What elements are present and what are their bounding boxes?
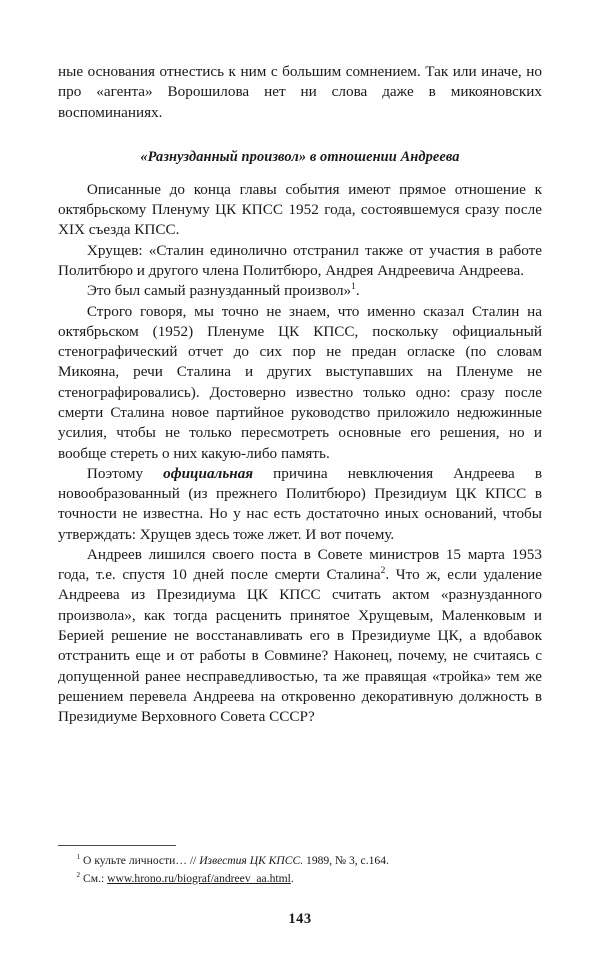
paragraph-4: Строго говоря, мы точно не знаем, что именно сказал Сталин на октябрьском (1952) Пленуме ЦК КПСС, поскольку официальный стенографический отчет до сих пор не предан огласке (по словам Микояна, речи Сталина и других выступавших на Пленуме не стенографировались). Достоверно известно только одно: сразу после смерти Сталина новое партийное руководство приложило недюжинные усилия, чтобы не только пересмотреть основные его решения, но и вообще стереть о них какую-либо память. bbox=[58, 302, 542, 462]
footnote-separator bbox=[58, 845, 176, 846]
footnote-1-source: Известия ЦК КПСС. bbox=[199, 854, 304, 868]
paragraph-1: Описанные до конца главы события имеют прямое отношение к октябрьскому Пленуму ЦК КПСС 1952 года, состоявшемуся сразу после XIX съезда КПСС. bbox=[58, 180, 542, 239]
footnote-marker-1: 1 bbox=[351, 282, 356, 293]
paragraph-3-text: Это был самый разнузданный произвол» bbox=[86, 282, 352, 300]
footnote-marker-2: 2 bbox=[380, 566, 386, 577]
paragraph-6-lead: Андреев лишился своего поста в Совете министров 15 марта 1953 года, т.е. спустя 10 дней после смерти Сталина bbox=[58, 545, 542, 584]
footnote-2-marker: 2 bbox=[76, 870, 81, 879]
footnote-1-marker: 1 bbox=[76, 853, 81, 862]
emphasis-official: официальная bbox=[163, 464, 254, 482]
paragraph-5-lead: Поэтому bbox=[86, 464, 164, 482]
paragraph-continuation: ные основания отнестись к ним с большим сомнением. Так или иначе, но про «агента» Ворошилова нет ни слова даже в микояновских воспоминаниях. bbox=[58, 63, 542, 121]
paragraph-3: Это был самый разнузданный произвол»$^1$. bbox=[86, 282, 360, 300]
footnote-1-text-after: 1989, № 3, с.164. bbox=[303, 854, 389, 868]
page-number: 143 bbox=[288, 911, 312, 927]
footnote-2-text-before: См.: bbox=[83, 871, 108, 885]
paragraph-6-rest: . Что ж, если удаление Андреева из Президиума ЦК КПСС считать актом «разнузданного произвола», как тогда расценить принятое Хрущевым, Маленковым и Берией решение не восстанавливать его в Президиуме ЦК, а вдобавок отстранить еще и от работы в Совмине? Наконец, почему, не считаясь с допущенной ранее несправедливостью, та же правящая «тройка» тем же решением перевела Андреева на откровенно декоративную должность в Президиуме Верховного Совета СССР? bbox=[58, 566, 542, 726]
page-content bbox=[58, 62, 542, 727]
footnote-2-text-after: . bbox=[290, 871, 294, 885]
paragraph-5-rest: причина невключения Андреева в новообразованный (из прежнего Политбюро) Президиум ЦК КПСС в точности не известна. Но у нас есть достаточно иных оснований, чтобы утверждать: Хрущев здесь тоже лжет. И вот почему. bbox=[58, 464, 542, 543]
footnote-1 bbox=[58, 853, 542, 869]
paragraph-5 bbox=[58, 464, 542, 545]
footnote-1-text-before: О культе личности… // bbox=[83, 854, 200, 868]
body-text-block bbox=[58, 180, 542, 728]
footnote-2 bbox=[58, 871, 542, 887]
footnote-2-link[interactable]: www.hrono.ru/biograf/andreev_aa.html bbox=[107, 871, 291, 885]
paragraph-2: Хрущев: «Сталин единолично отстранил также от участия в работе Политбюро и другого члена Политбюро, Андрея Андреевича Андреева. bbox=[58, 241, 542, 279]
footnotes-area bbox=[58, 845, 542, 888]
top-text-block bbox=[58, 62, 542, 123]
paragraph-6 bbox=[58, 545, 542, 728]
section-subheading: «Разнузданный произвол» в отношении Андреева bbox=[140, 148, 460, 165]
